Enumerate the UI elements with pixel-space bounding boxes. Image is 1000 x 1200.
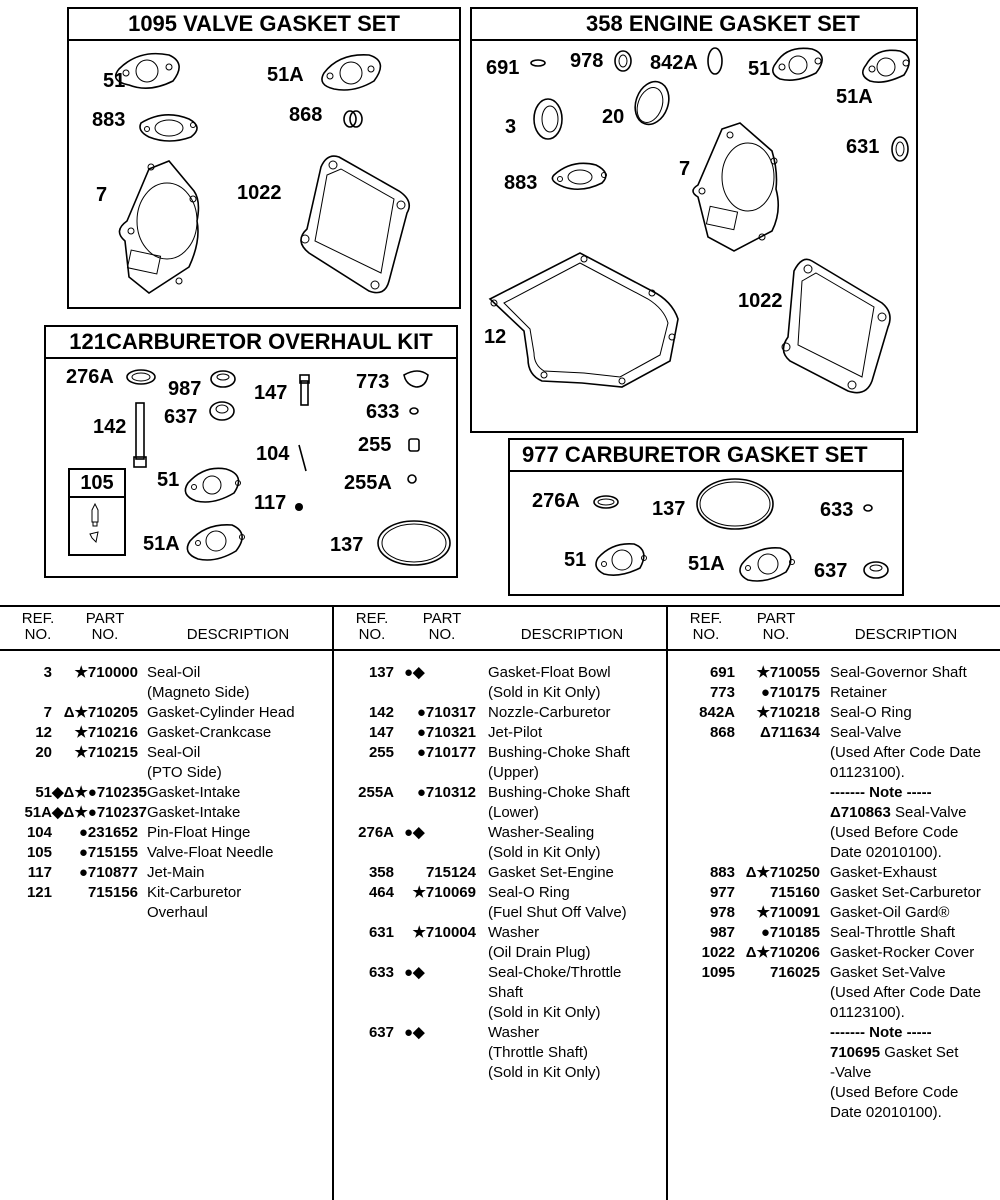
part-description: Washer (Throttle Shaft) (Sold in Kit Only) <box>488 1024 601 1081</box>
intake-gasket-51-drawing <box>185 468 240 502</box>
seal-987-drawing <box>211 371 235 387</box>
table-row <box>334 783 668 823</box>
label-842a: 842A <box>650 52 698 74</box>
part-number: ◆Δ★●710235 <box>52 784 147 801</box>
oil-seal-20-drawing <box>629 77 674 129</box>
ref-number: 12 <box>35 724 52 741</box>
seal-633-drawing <box>410 408 418 414</box>
label-276a: 276A <box>532 490 580 512</box>
part-description: Valve-Float Needle <box>147 844 274 861</box>
label-51: 51 <box>103 70 126 92</box>
part-number: ★710218 <box>756 704 820 721</box>
table-row <box>334 743 668 783</box>
label-51: 51 <box>157 469 180 491</box>
crankcase-gasket-12-drawing <box>490 253 678 387</box>
table-header <box>334 607 668 651</box>
part-number: ●710177 <box>416 744 476 761</box>
ref-number: 255A <box>358 784 394 801</box>
label-987: 987 <box>168 378 202 400</box>
label-773: 773 <box>356 371 390 393</box>
label-255: 255 <box>358 434 392 456</box>
ref-number: 631 <box>368 924 394 941</box>
part-description: Washer-Sealing (Sold in Kit Only) <box>488 824 601 861</box>
jet-117-drawing <box>295 503 303 511</box>
part-description: Bushing-Choke Shaft (Lower) <box>488 784 630 821</box>
header-description: DESCRIPTION <box>854 626 958 643</box>
part-description: Jet-Pilot <box>488 724 543 741</box>
label-883: 883 <box>92 109 126 131</box>
label-137: 137 <box>652 498 686 520</box>
part-description: Pin-Float Hinge <box>147 824 251 841</box>
carburetor-gasket-set-panel <box>508 438 904 596</box>
header-ref: REF. NO. <box>21 610 55 643</box>
table-row <box>668 863 1000 883</box>
label-147: 147 <box>254 382 288 404</box>
ref-number: 633 <box>368 964 394 981</box>
part-number: 716025 <box>769 964 820 981</box>
exhaust-gasket-883-drawing <box>552 163 606 189</box>
part-number: ●715155 <box>78 844 138 861</box>
carburetor-overhaul-kit-title: 121CARBURETOR OVERHAUL KIT <box>46 327 456 359</box>
ref-number: 7 <box>43 704 52 721</box>
ref-number: 358 <box>368 864 394 881</box>
part-number: ●710185 <box>760 924 820 941</box>
part-description: Gasket Set-Carburetor <box>830 884 981 901</box>
part-number: ★710215 <box>74 744 138 761</box>
label-137: 137 <box>330 534 364 556</box>
table-row <box>0 823 332 843</box>
part-number: ★710091 <box>756 904 820 921</box>
ref-number: 842A <box>699 704 735 721</box>
part-number: ●710175 <box>760 684 820 701</box>
parts-column-3 <box>666 607 1000 1200</box>
parts-column-1 <box>0 607 332 1200</box>
ref-number: 773 <box>709 684 735 701</box>
label-51: 51 <box>564 549 587 571</box>
oil-seal-3-drawing <box>534 99 562 139</box>
ref-number: 137 <box>368 664 394 681</box>
table-row <box>0 863 332 883</box>
table-row <box>0 843 332 863</box>
part-description: Washer (Oil Drain Plug) <box>488 924 591 961</box>
label-633: 633 <box>366 401 400 423</box>
bushing-255a-drawing <box>408 475 416 483</box>
part-description: Gasket-Crankcase <box>147 724 272 741</box>
carburetor-gasket-set-title: 977 CARBURETOR GASKET SET <box>510 440 902 472</box>
table-row <box>668 883 1000 903</box>
label-883: 883 <box>504 172 538 194</box>
table-row <box>0 663 332 703</box>
label-104: 104 <box>256 443 290 465</box>
o-ring-842a-drawing <box>708 48 722 74</box>
ref-number: 1022 <box>701 944 735 961</box>
float-needle-valve-drawing <box>70 498 120 554</box>
part-number: ●◆ <box>404 824 425 841</box>
ref-number: 105 <box>26 844 52 861</box>
table-row <box>0 703 332 723</box>
part-description: Gasket Set-Engine <box>488 864 614 881</box>
table-row <box>668 903 1000 923</box>
part-description: Jet-Main <box>147 864 205 881</box>
seal-691-drawing <box>531 60 545 66</box>
part-number: ●710877 <box>78 864 138 881</box>
ref-number: 121 <box>26 884 52 901</box>
retainer-773-drawing <box>404 371 428 387</box>
parts-rows <box>334 663 668 1083</box>
part-number: ★710216 <box>74 724 138 741</box>
table-header <box>668 607 1000 651</box>
gasket-137-drawing <box>697 479 773 529</box>
part-description: Seal-Throttle Shaft <box>830 924 956 941</box>
label-20: 20 <box>602 106 625 128</box>
label-631: 631 <box>846 136 880 158</box>
ref-number: 691 <box>709 664 735 681</box>
part-description: Gasket-Oil Gard® <box>830 904 950 921</box>
table-row <box>0 783 332 803</box>
header-part: PART NO. <box>85 610 125 643</box>
engine-gasket-set-panel <box>470 7 918 433</box>
part-number: ◆Δ★●710237 <box>52 804 147 821</box>
label-117: 117 <box>254 492 287 514</box>
intake-gasket-51a-drawing <box>187 525 244 560</box>
ref-number: 117 <box>27 864 52 881</box>
washer-276a-drawing <box>594 496 618 508</box>
part-number: Δ★710206 <box>745 944 820 961</box>
table-row <box>334 663 668 703</box>
intake-gasket-51a-drawing <box>322 55 380 90</box>
valve-gasket-set-panel <box>67 7 461 309</box>
washer-276a-drawing <box>127 370 155 384</box>
table-row <box>668 723 1000 863</box>
part-description: Seal-O Ring <box>830 704 912 721</box>
label-12: 12 <box>484 326 507 348</box>
table-row <box>0 723 332 743</box>
ref-number: 147 <box>368 724 394 741</box>
ref-number: 977 <box>709 884 735 901</box>
part-number: ●◆ <box>404 1024 425 1041</box>
part-number: Δ★710205 <box>63 704 138 721</box>
jet-147-drawing <box>300 375 309 405</box>
table-row <box>0 803 332 823</box>
label-637: 637 <box>814 560 848 582</box>
table-row <box>0 883 332 923</box>
cylinder-head-gasket-7-drawing <box>693 123 778 251</box>
header-ref: REF. NO. <box>355 610 389 643</box>
ref-number: 20 <box>35 744 52 761</box>
part-number: 715160 <box>769 884 820 901</box>
part-number: ★710000 <box>74 664 138 681</box>
intake-gasket-51-drawing <box>773 48 822 80</box>
label-691: 691 <box>486 57 520 79</box>
parts-rows <box>0 663 332 923</box>
part-description: Seal-Oil (PTO Side) <box>147 744 222 781</box>
part-description: Seal-Oil (Magneto Side) <box>147 664 250 701</box>
part-number: ★710055 <box>756 664 820 681</box>
intake-gasket-51a-drawing <box>863 50 909 82</box>
float-needle-105-box <box>68 468 126 556</box>
part-description: Seal-Choke/Throttle Shaft (Sold in Kit Only) <box>488 964 622 1021</box>
part-description: Gasket-Exhaust <box>830 864 937 881</box>
ref-number: 868 <box>709 724 735 741</box>
washer-637-drawing <box>210 402 234 420</box>
label-276a: 276A <box>66 366 114 388</box>
intake-gasket-51-drawing <box>596 544 647 575</box>
label-142: 142 <box>93 416 127 438</box>
ref-number: 637 <box>368 1024 394 1041</box>
ref-number: 3 <box>43 664 52 681</box>
header-description: DESCRIPTION <box>186 626 290 643</box>
header-description: DESCRIPTION <box>520 626 624 643</box>
table-row <box>668 663 1000 683</box>
label-255a: 255A <box>344 472 392 494</box>
table-row <box>334 723 668 743</box>
cylinder-head-gasket-7-drawing <box>119 161 198 293</box>
part-description: Gasket Set-Valve (Used After Code Date 01123100). ------- Note ----- 710695 Gasket Set -Valve (Used Before Code Date 02010100). <box>830 964 981 1121</box>
part-number: ●◆ <box>404 664 425 681</box>
part-number: ●◆ <box>404 964 425 981</box>
header-part: PART NO. <box>756 610 796 643</box>
part-description: Seal-Valve (Used After Code Date 01123100). ------- Note ----- Δ710863 Seal-Valve (Used Before Code Date 02010100). <box>830 724 981 861</box>
part-number: ●231652 <box>78 824 138 841</box>
ref-number: 464 <box>368 884 394 901</box>
bushing-255-drawing <box>409 439 419 451</box>
ref-number: 883 <box>709 864 735 881</box>
part-number: ●710321 <box>416 724 476 741</box>
parts-column-2 <box>332 607 668 1200</box>
part-number: ★710069 <box>412 884 476 901</box>
valve-seal-868-drawing <box>344 111 362 127</box>
table-row <box>334 963 668 1023</box>
pin-104-drawing <box>299 445 306 471</box>
exhaust-gasket-883-drawing <box>140 115 197 141</box>
ref-number: 276A <box>358 824 394 841</box>
header-part: PART NO. <box>422 610 462 643</box>
seal-633-drawing <box>864 505 872 511</box>
label-3: 3 <box>505 116 517 138</box>
valve-gasket-set-diagram <box>69 41 459 309</box>
part-description: Seal-O Ring (Fuel Shut Off Valve) <box>488 884 627 921</box>
ref-number: 978 <box>709 904 735 921</box>
table-row <box>334 883 668 923</box>
part-description: Seal-Governor Shaft <box>830 664 967 681</box>
label-978: 978 <box>570 50 604 72</box>
parts-rows <box>668 663 1000 1123</box>
ref-number: 51A <box>24 804 52 821</box>
part-description: Gasket-Intake <box>147 804 241 821</box>
part-number: 715156 <box>87 884 138 901</box>
valve-gasket-set-title: 1095 VALVE GASKET SET <box>69 9 459 41</box>
table-row <box>668 943 1000 963</box>
table-row <box>334 823 668 863</box>
table-row <box>334 703 668 723</box>
part-description: Gasket-Intake <box>147 784 241 801</box>
part-description: Bushing-Choke Shaft (Upper) <box>488 744 630 781</box>
table-row <box>334 923 668 963</box>
part-number: ★710004 <box>412 924 476 941</box>
part-description: Gasket-Cylinder Head <box>147 704 295 721</box>
rocker-cover-gasket-1022-drawing <box>301 156 409 293</box>
part-number: 715124 <box>425 864 476 881</box>
rocker-cover-gasket-1022-drawing <box>782 259 890 392</box>
ref-number: 987 <box>709 924 735 941</box>
label-51a: 51A <box>143 533 180 555</box>
parts-list-table <box>0 605 1000 1200</box>
label-7: 7 <box>96 184 108 206</box>
table-row <box>334 863 668 883</box>
part-description: Kit-Carburetor Overhaul <box>147 884 242 921</box>
part-description: Gasket-Float Bowl (Sold in Kit Only) <box>488 664 611 701</box>
label-7: 7 <box>679 158 691 180</box>
gasket-137-drawing <box>378 521 450 565</box>
table-row <box>668 963 1000 1123</box>
nozzle-142-drawing <box>134 403 146 467</box>
label-868: 868 <box>289 104 323 126</box>
part-description: Gasket-Rocker Cover <box>830 944 975 961</box>
label-51: 51 <box>748 58 771 80</box>
ref-number: 104 <box>26 824 52 841</box>
table-row <box>668 683 1000 703</box>
header-ref: REF. NO. <box>689 610 723 643</box>
table-row <box>334 1023 668 1083</box>
table-row <box>668 703 1000 723</box>
label-1022: 1022 <box>738 290 783 312</box>
label-51a: 51A <box>267 64 304 86</box>
ref-number: 51 <box>35 784 52 801</box>
table-row <box>0 743 332 783</box>
engine-gasket-set-title: 358 ENGINE GASKET SET <box>472 9 916 41</box>
label-1022: 1022 <box>237 182 282 204</box>
part-number: Δ711634 <box>759 724 820 741</box>
label-51a: 51A <box>836 86 873 108</box>
part-number: ●710312 <box>416 784 476 801</box>
gasket-978-drawing <box>615 51 631 71</box>
part-number: ●710317 <box>416 704 476 721</box>
label-637: 637 <box>164 406 198 428</box>
label-51a: 51A <box>688 553 725 575</box>
washer-631-drawing <box>892 137 908 161</box>
part-number: Δ★710250 <box>745 864 820 881</box>
ref-number: 142 <box>368 704 394 721</box>
ref-number: 1095 <box>701 964 735 981</box>
intake-gasket-51a-drawing <box>740 548 795 581</box>
table-header <box>0 607 332 651</box>
carburetor-overhaul-kit-panel <box>44 325 458 578</box>
part-description: Retainer <box>830 684 887 701</box>
ref-number: 255 <box>368 744 394 761</box>
table-row <box>668 923 1000 943</box>
label-105: 105 <box>70 470 124 498</box>
part-description: Nozzle-Carburetor <box>488 704 611 721</box>
label-633: 633 <box>820 499 854 521</box>
washer-637-drawing <box>864 562 888 578</box>
